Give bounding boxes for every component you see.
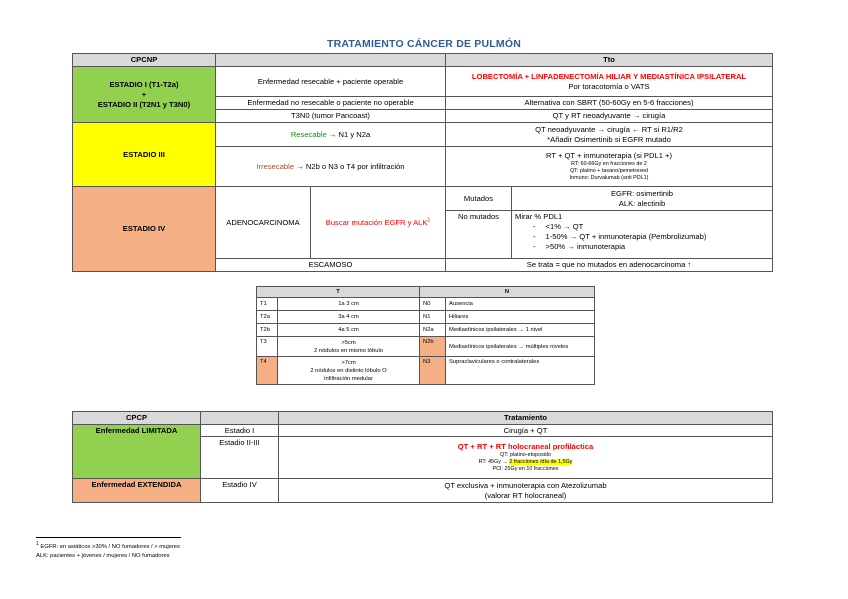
n-value: Ausencia [446,298,595,311]
estadio-1-cell: Estadio I [201,424,279,437]
tto-pancoast: QT y RT neoadyuvante → cirugía [446,110,773,123]
tto-irresecable-3: RT + QT + inmunoterapia (si PDL1 +) RT: 60-66Gy en fracciones de 2 QT: platino + taxano/pemetrexed Inmuno: Durvalumab (anti PDL1) [446,147,773,187]
tto-no-mutados: Mirar % PDL1 - <1% → QT - 1-50% → QT + inmunoterapia (Pembrolizumab) - >50% → inmunoterapia [512,211,773,259]
t-code: T2a [257,311,278,324]
page-title: TRATAMIENTO CÁNCER DE PULMÓN [326,38,521,50]
tto-sbrt: Alternativa con SBRT (50-60Gy en 5-6 fracciones) [446,97,773,110]
condition-irresecable-3: Irresecable → N2b o N3 o T4 por infiltración [216,147,446,187]
mutados-cell: Mutados [446,187,512,211]
t-value: 4a 5 cm [278,324,420,337]
tto-lobectomia: LOBECTOMÍA + LINFADENECTOMÍA HILIAR Y MEDIASTÍNICA IPSILATERAL Por toracotomía o VATS [446,67,773,97]
condition-resecable-3: Resecable → N1 y N2a [216,123,446,147]
condition-resecable: Enfermedad resecable + paciente operable [216,67,446,97]
t-code: T3 [257,337,278,357]
t-code: T1 [257,298,278,311]
condition-pancoast: T3N0 (tumor Pancoast) [216,110,446,123]
n-code: N2a [420,324,446,337]
tto-mutados: EGFR: osimertinib ALK: alectinib [512,187,773,211]
n-code: N3 [420,357,446,385]
limitada-cell: Enfermedad LIMITADA [73,424,201,479]
t-value: 3a 4 cm [278,311,420,324]
tnm-table [256,286,595,385]
buscar-mutacion-cell: Buscar mutación EGFR y ALK$^1$ [311,187,446,259]
n-value: Hiliares [446,311,595,324]
estadio-4-cell: Estadio IV [201,479,279,503]
n-value: Mediastínicos ipsilaterales → 1 nivel [446,324,595,337]
tto-escamoso: Se trata = que no mutados en adenocarcinoma ↑ [446,259,773,272]
tto-estadio-2-3: QT + RT + RT holocraneal profiláctica QT: platino-etoposido RT: 45Gy → 2 fracciones /día de 1,5Gy PCI: 25Gy en 10 fracciones [279,437,773,479]
n-code: N2b [420,337,446,357]
t-code: T2b [257,324,278,337]
cpcnp-header-blank [216,54,446,67]
n-value: Mediastínicos ipsilaterales → múltiples niveles [446,337,595,357]
extendida-cell: Enfermedad EXTENDIDA [73,479,201,503]
adenocarcinoma-cell: ADENOCARCINOMA [216,187,311,259]
cpcp-header: CPCP [73,412,201,425]
tto-resecable-3: QT neoadyuvante → cirugía ← RT si R1/R2 *Añadir Osimertinib si EGFR mutado [446,123,773,147]
condition-no-resecable: Enfermedad no resecable o paciente no operable [216,97,446,110]
escamoso-cell: ESCAMOSO [216,259,446,272]
tto-estadio-1: Cirugía + QT [279,424,773,437]
tto-header: Tto [446,54,773,67]
tto-estadio-4: QT exclusiva + inmunoterapia con Atezolizumab (valorar RT holocraneal) [279,479,773,503]
t-code: T4 [257,357,278,385]
stage-4-cell: ESTADIO IV [73,187,216,272]
n-value: Supraclaviculares o contralaterales [446,357,595,385]
cpcp-header-blank [201,412,279,425]
footnote-separator [36,537,181,538]
n-code: N0 [420,298,446,311]
cpcnp-header: CPCNP [73,54,216,67]
n-code: N1 [420,311,446,324]
cpcnp-table [72,53,773,272]
stage-1-2-cell: ESTADIO I (T1-T2a) + ESTADIO II (T2N1 y T3N0) [73,67,216,123]
t-value: >5cm 2 nódulos en mismo lóbulo [278,337,420,357]
tratamiento-header: Tratamiento [279,412,773,425]
n-header: N [420,287,595,298]
footnote-2: ALK: pacientes + jóvenes / mujeres / NO fumadores [36,553,170,559]
no-mutados-cell: No mutados [446,211,512,259]
cpcp-table [72,411,773,503]
t-header: T [257,287,420,298]
footnote-1: $^1$ EGFR: en asiáticos >30% / NO fumadores / > mujeres [36,541,180,550]
estadio-2-3-cell: Estadio II-III [201,437,279,479]
t-value: 1a 3 cm [278,298,420,311]
stage-3-cell: ESTADIO III [73,123,216,187]
t-value: >7cm 2 nódulos en distinto lóbulo O infiltración medular [278,357,420,385]
